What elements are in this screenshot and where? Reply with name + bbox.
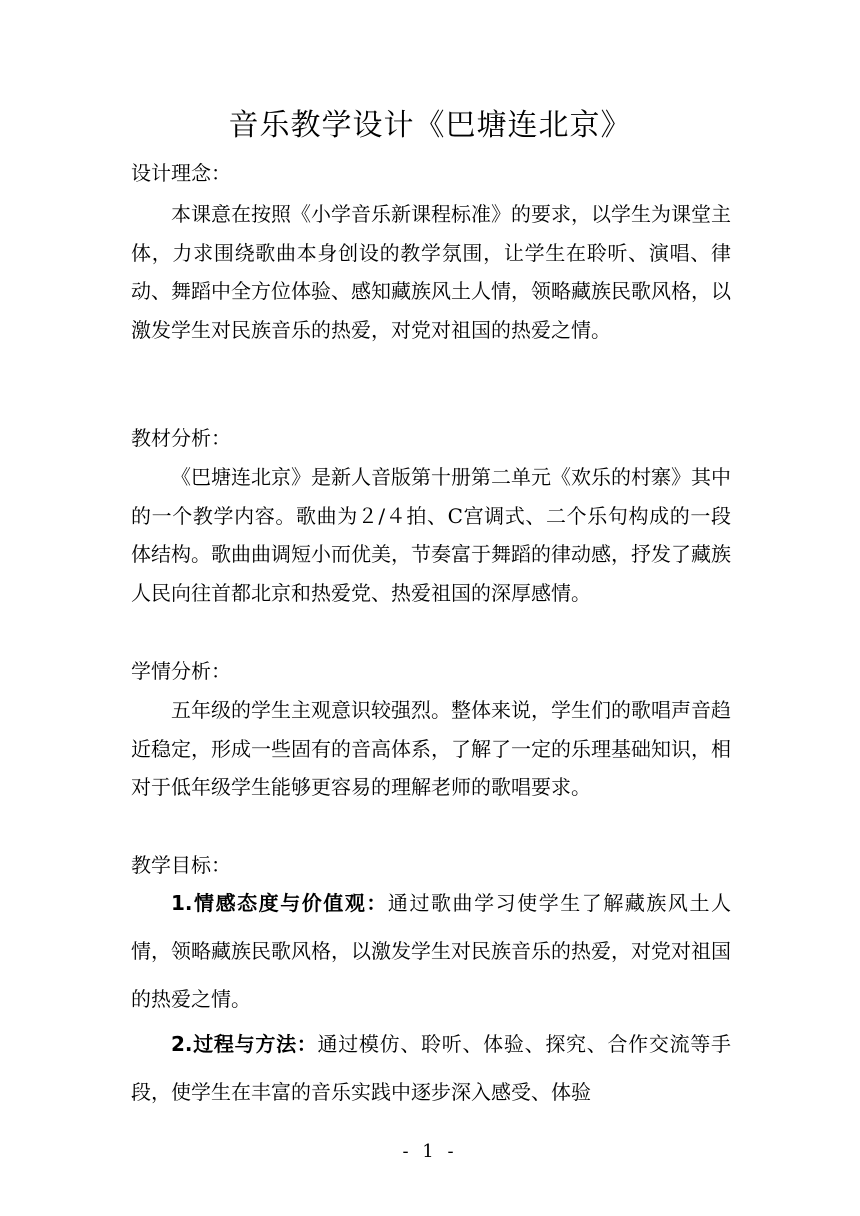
goal-text: 通过模仿、聆听、体验、探究、合作交流等手段，使学生在丰富的音乐实践中逐步深入感受、体验 [131, 1032, 732, 1104]
paragraph-material-analysis: 《巴塘连北京》是新人音版第十册第二单元《欢乐的村寨》其中的一个教学内容。歌曲为２/４拍、C宫调式、二个乐句构成的一段体结构。歌曲曲调短小而优美，节奏富于舞蹈的律动感，抒发了藏族人民向往首都北京和热爱党、热爱祖国的深厚感情。 [131, 465, 731, 605]
goal-label: 1.情感态度与价值观： [171, 891, 388, 915]
section-heading-teaching-goals: 教学目标： [131, 853, 231, 877]
document-title: 音乐教学设计《巴塘连北京》 [228, 108, 632, 143]
paragraph-design-concept: 本课意在按照《小学音乐新课程标准》的要求，以学生为课堂主体，力求围绕歌曲本身创设的教学氛围，让学生在聆听、演唱、律动、舞蹈中全方位体验、感知藏族风土人情，领略藏族民歌风格，以激发学生对民族音乐的热爱，对党对祖国的热爱之情。 [131, 202, 731, 342]
goal-item [131, 1020, 731, 1116]
section-heading-student-analysis: 学情分析： [131, 659, 231, 683]
goal-label: 2.过程与方法： [171, 1032, 318, 1056]
page-number: - 1 - [402, 1141, 458, 1162]
section-heading-material-analysis: 教材分析： [131, 426, 231, 450]
goal-text: 通过歌曲学习使学生了解藏族风土人情，领略藏族民歌风格，以激发学生对民族音乐的热爱，对党对祖国的热爱之情。 [131, 891, 732, 1011]
paragraph-student-analysis: 五年级的学生主观意识较强烈。整体来说，学生们的歌唱声音趋近稳定，形成一些固有的音高体系，了解了一定的乐理基础知识，相对于低年级学生能够更容易的理解老师的歌唱要求。 [131, 698, 731, 799]
goal-item [131, 879, 731, 1023]
section-heading-design-concept: 设计理念： [131, 161, 231, 185]
